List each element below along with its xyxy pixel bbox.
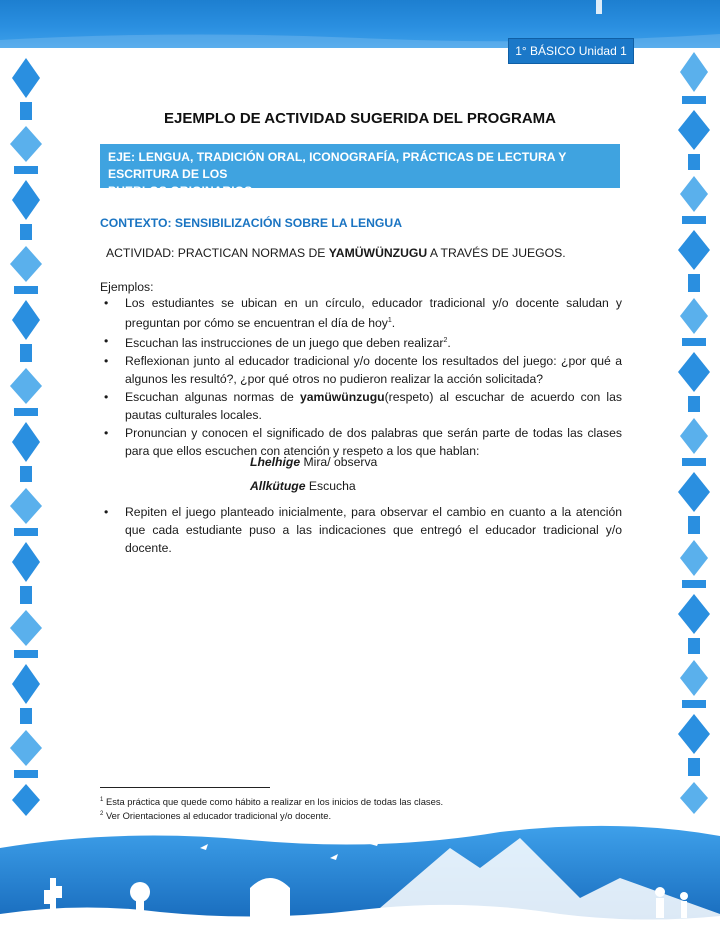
list-item	[100, 352, 622, 388]
bottom-landscape-illustration	[0, 818, 720, 932]
footnote-text: Ver Orientaciones al educador tradicional y/o docente.	[103, 810, 332, 822]
list-item	[100, 388, 622, 424]
actividad-line	[106, 246, 566, 260]
right-ornament-border	[674, 48, 714, 818]
document-title: EJEMPLO DE ACTIVIDAD SUGERIDA DEL PROGRAMA	[164, 110, 556, 127]
bullet-keyword: yamüwünzugu	[299, 390, 385, 405]
ejemplos-label: Ejemplos:	[100, 280, 154, 294]
bullet-marker: •	[104, 390, 109, 405]
unit-badge: 1° BÁSICO Unidad 1	[508, 38, 634, 64]
left-ornament-border	[6, 48, 46, 818]
vocab-meaning: Escucha	[305, 479, 356, 493]
actividad-suffix: A TRAVÉS DE JUEGOS.	[427, 246, 566, 260]
vocab-meaning: Mira/ observa	[300, 455, 378, 469]
examples-list	[100, 294, 622, 460]
contexto-heading: CONTEXTO: SENSIBILIZACIÓN SOBRE LA LENGUA	[100, 216, 402, 230]
footnote-1	[100, 794, 443, 808]
bullet-text: Los estudiantes se ubican en un círculo, educador tradicional y/o docente saludan y preguntan por cómo se encuentran el día de hoy	[125, 296, 622, 331]
actividad-prefix: ACTIVIDAD: PRACTICAN NORMAS DE	[106, 246, 329, 260]
list-item	[100, 294, 622, 332]
bullet-marker: •	[104, 426, 109, 441]
bullet-end: .	[391, 316, 396, 331]
bullet-text: Pronuncian y conocen el significado de dos palabras que serán parte de todas las clases para que ellos escuchen con atención y respeto a los que hablan:	[125, 426, 622, 459]
eje-line-2: PUEBLOS ORIGINARIOS	[108, 184, 253, 198]
bullet-marker: •	[104, 334, 109, 349]
list-item	[100, 332, 622, 352]
footnote-ref: 1	[387, 317, 392, 324]
examples-list-continued	[100, 503, 622, 557]
footnote-divider	[100, 787, 270, 788]
bullet-marker: •	[104, 296, 109, 310]
footnote-ref: 2	[443, 337, 448, 345]
vocab-word: Allkütuge	[250, 479, 306, 493]
vocab-entry-allkutuge	[250, 479, 356, 493]
bullet-marker: •	[104, 354, 109, 369]
footnote-text: Esta práctica que quede como hábito a realizar en los inicios de todas las clases.	[103, 796, 444, 808]
bullet-text: (respeto) al escuchar de acuerdo con las pautas culturales locales.	[125, 390, 622, 423]
bullet-marker: •	[104, 505, 109, 519]
bullet-text: Reflexionan junto al educador tradicional y/o docente los resultados del juego: ¿por qué a algunos les resultó?, ¿por qué otros no pudieron realizar la acción solicitada?	[125, 354, 622, 387]
eje-banner	[100, 144, 620, 198]
footnote-number: 1	[100, 797, 104, 803]
bullet-text: Escuchan las instrucciones de un juego que deben realizar	[125, 336, 444, 351]
vocab-entry-lhelhige	[250, 455, 377, 469]
bullet-end: .	[447, 336, 451, 351]
bullet-text: Escuchan algunas normas de	[125, 390, 300, 405]
vocab-word: Lhelhige	[250, 455, 301, 469]
list-item	[100, 503, 622, 557]
footnote-number: 2	[100, 811, 104, 818]
actividad-keyword: YAMÜWÜNZUGU	[328, 246, 428, 260]
bullet-text: Repiten el juego planteado inicialmente, para observar el cambio en cuanto a la atención que cada estudiante puso a las indicaciones que entregó el educador tradicional y/o docente.	[125, 505, 622, 555]
eje-line-1: EJE: LENGUA, TRADICIÓN ORAL, ICONOGRAFÍA, PRÁCTICAS DE LECTURA Y ESCRITURA DE LOS	[108, 150, 567, 181]
